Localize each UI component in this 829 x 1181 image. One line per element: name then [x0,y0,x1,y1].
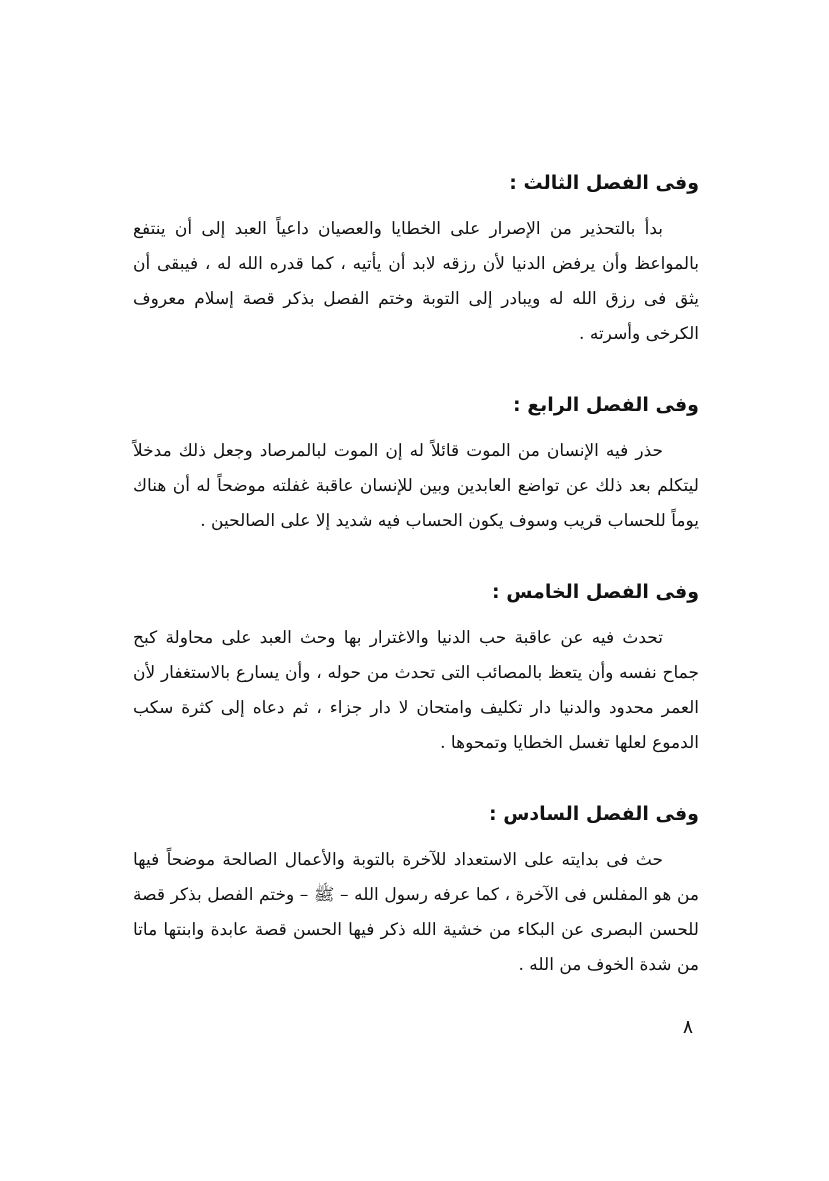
section-heading: وفى الفصل الرابع : [512,394,699,416]
section-heading: وفى الفصل الثالث : [509,172,699,194]
section-chapter-6 [133,799,699,983]
section-paragraph: تحدث فيه عن عاقبة حب الدنيا والاغترار بها وحث العبد على محاولة كبح جماح نفسه وأن يتعظ بالمصائب التى تحدث من حوله ، وأن يسارع بالاستغفار لأن العمر محدود والدنيا دار تكليف وامتحان لا دار جزاء ، ثم دعاه إلى كثرة سكب الدموع لعلها تغسل الخطايا وتمحوها . [133,628,699,753]
section-chapter-3 [133,168,699,352]
section-paragraph: حذر فيه الإنسان من الموت قائلاً له إن الموت لبالمرصاد وجعل ذلك مدخلاً ليتكلم بعد ذلك عن تواضع العابدين وبين للإنسان عاقبة غفلته موضحاً له أن هناك يوماً للحساب قريب وسوف يكون الحساب فيه شديد إلا على الصالحين . [133,441,699,531]
section-chapter-5 [133,577,699,761]
page-content [133,168,699,983]
section-heading: وفى الفصل السادس : [488,803,699,825]
page-number: ٨ [682,1016,694,1038]
section-paragraph: حث فى بدايته على الاستعداد للآخرة بالتوبة والأعمال الصالحة موضحاً فيها من هو المفلس فى الآخرة ، كما عرفه رسول الله – ﷺ – وختم الفصل بذكر قصة للحسن البصرى عن البكاء من خشية الله ذكر فيها الحسن قصة عابدة وابنتها ماتا من شدة الخوف من الله . [133,850,699,975]
section-paragraph: بدأ بالتحذير من الإصرار على الخطايا والعصيان داعياً العبد إلى أن ينتفع بالمواعظ وأن يرفض الدنيا لأن رزقه لابد أن يأتيه ، كما قدره الله له ، فيبقى أن يثق فى رزق الله له ويبادر إلى التوبة وختم الفصل بذكر قصة إسلام معروف الكرخى وأسرته . [133,219,699,344]
section-chapter-4 [133,390,699,539]
section-heading: وفى الفصل الخامس : [491,581,699,603]
